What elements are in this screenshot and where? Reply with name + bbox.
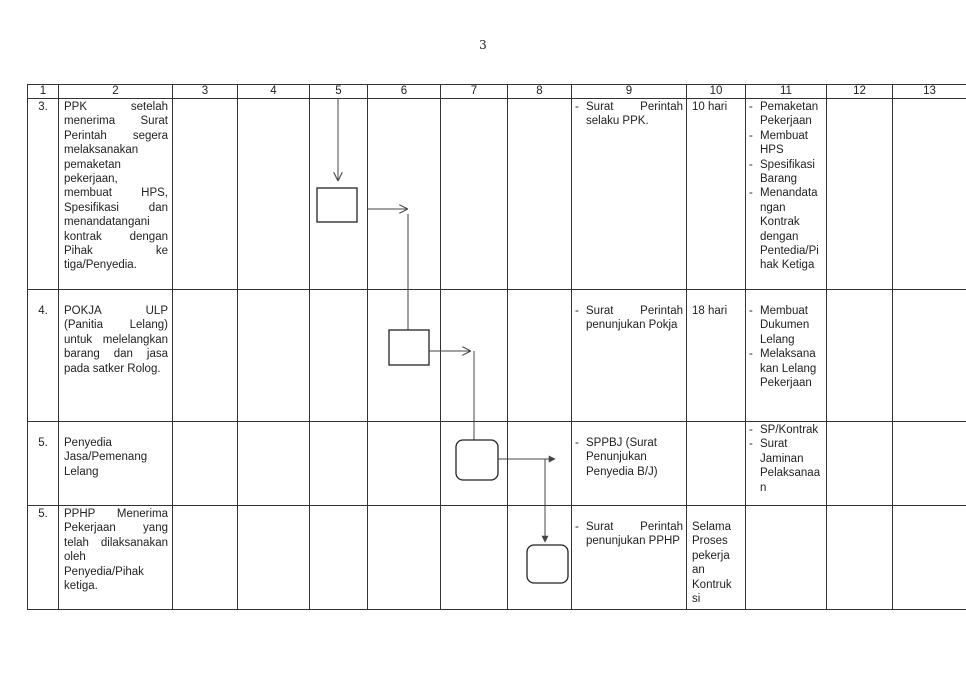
column-number: 11 [746,85,827,99]
list-item: - Surat Perintah selaku PPK. [575,101,683,128]
row-number: 3. [28,99,59,290]
table-row [28,506,966,610]
requirements-cell [572,422,687,506]
table-row [28,290,966,422]
table-row [28,422,966,506]
output-cell [746,422,827,506]
column-number: 2 [59,85,173,99]
list-item: - Surat Jaminan Pelaksanaa n [749,438,821,494]
column-number: 1 [28,85,59,99]
activity-description: PPK setelah menerima Surat Perintah segera melaksanakan pemaketan pekerjaan, membuat HPS, Spesifikasi dan menandatangani kontrak dengan Pihak ke tiga/Penyedia. [59,99,173,290]
page-number: 3 [479,38,487,52]
column-number: 10 [687,85,746,99]
list-item: - Membuat HPS [749,129,808,157]
list-item: - Surat Perintah penunjukan PPHP [575,521,683,548]
duration-cell: Selama Proses pekerja an Kontruk si [687,506,746,610]
requirements-cell [572,506,687,610]
column-number: 8 [508,85,572,99]
activity-description: PPHP Menerima Pekerjaan yang telah dilaksanakan oleh Penyedia/Pihak ketiga. [59,506,173,610]
column-number: 9 [572,85,687,99]
row-number: 5. [28,506,59,610]
list-item: - Melaksana kan Lelang Pekerjaan [749,348,817,390]
duration-cell [687,422,746,506]
list-item: - Surat Perintah penunjukan Pokja [575,305,683,332]
list-item: - Menandata ngan Kontrak dengan Pentedia/Pi hak Ketiga [749,187,819,272]
row-number: 5. [28,422,59,506]
activity-description: POKJA ULP (Panitia Lelang) untuk melelangkan barang dan jasa pada satker Rolog. [59,290,173,422]
column-number: 6 [368,85,441,99]
column-number: 5 [310,85,368,99]
requirements-cell [572,290,687,422]
output-cell [746,99,827,290]
list-item: - SPPBJ (Surat Penunjukan Penyedia B/J) [575,437,658,478]
output-cell [746,290,827,422]
duration-cell: 10 hari [687,99,746,290]
column-number-row [28,85,966,99]
list-item: - Pemaketan Pekerjaan [749,101,819,128]
row-number: 4. [28,290,59,422]
column-number: 12 [827,85,893,99]
list-item: - Spesifikasi Barang [749,158,815,186]
activity-description: Penyedia Jasa/Pemenang Lelang [59,422,173,506]
list-item: - Membuat Dukumen Lelang [749,305,810,346]
column-number: 13 [893,85,966,99]
duration-cell: 18 hari [687,290,746,422]
column-number: 7 [441,85,508,99]
column-number: 4 [238,85,310,99]
column-number: 3 [173,85,238,99]
table-row [28,99,966,290]
requirements-cell [572,99,687,290]
list-item: - SP/Kontrak [749,424,819,436]
procedure-table [27,84,966,610]
